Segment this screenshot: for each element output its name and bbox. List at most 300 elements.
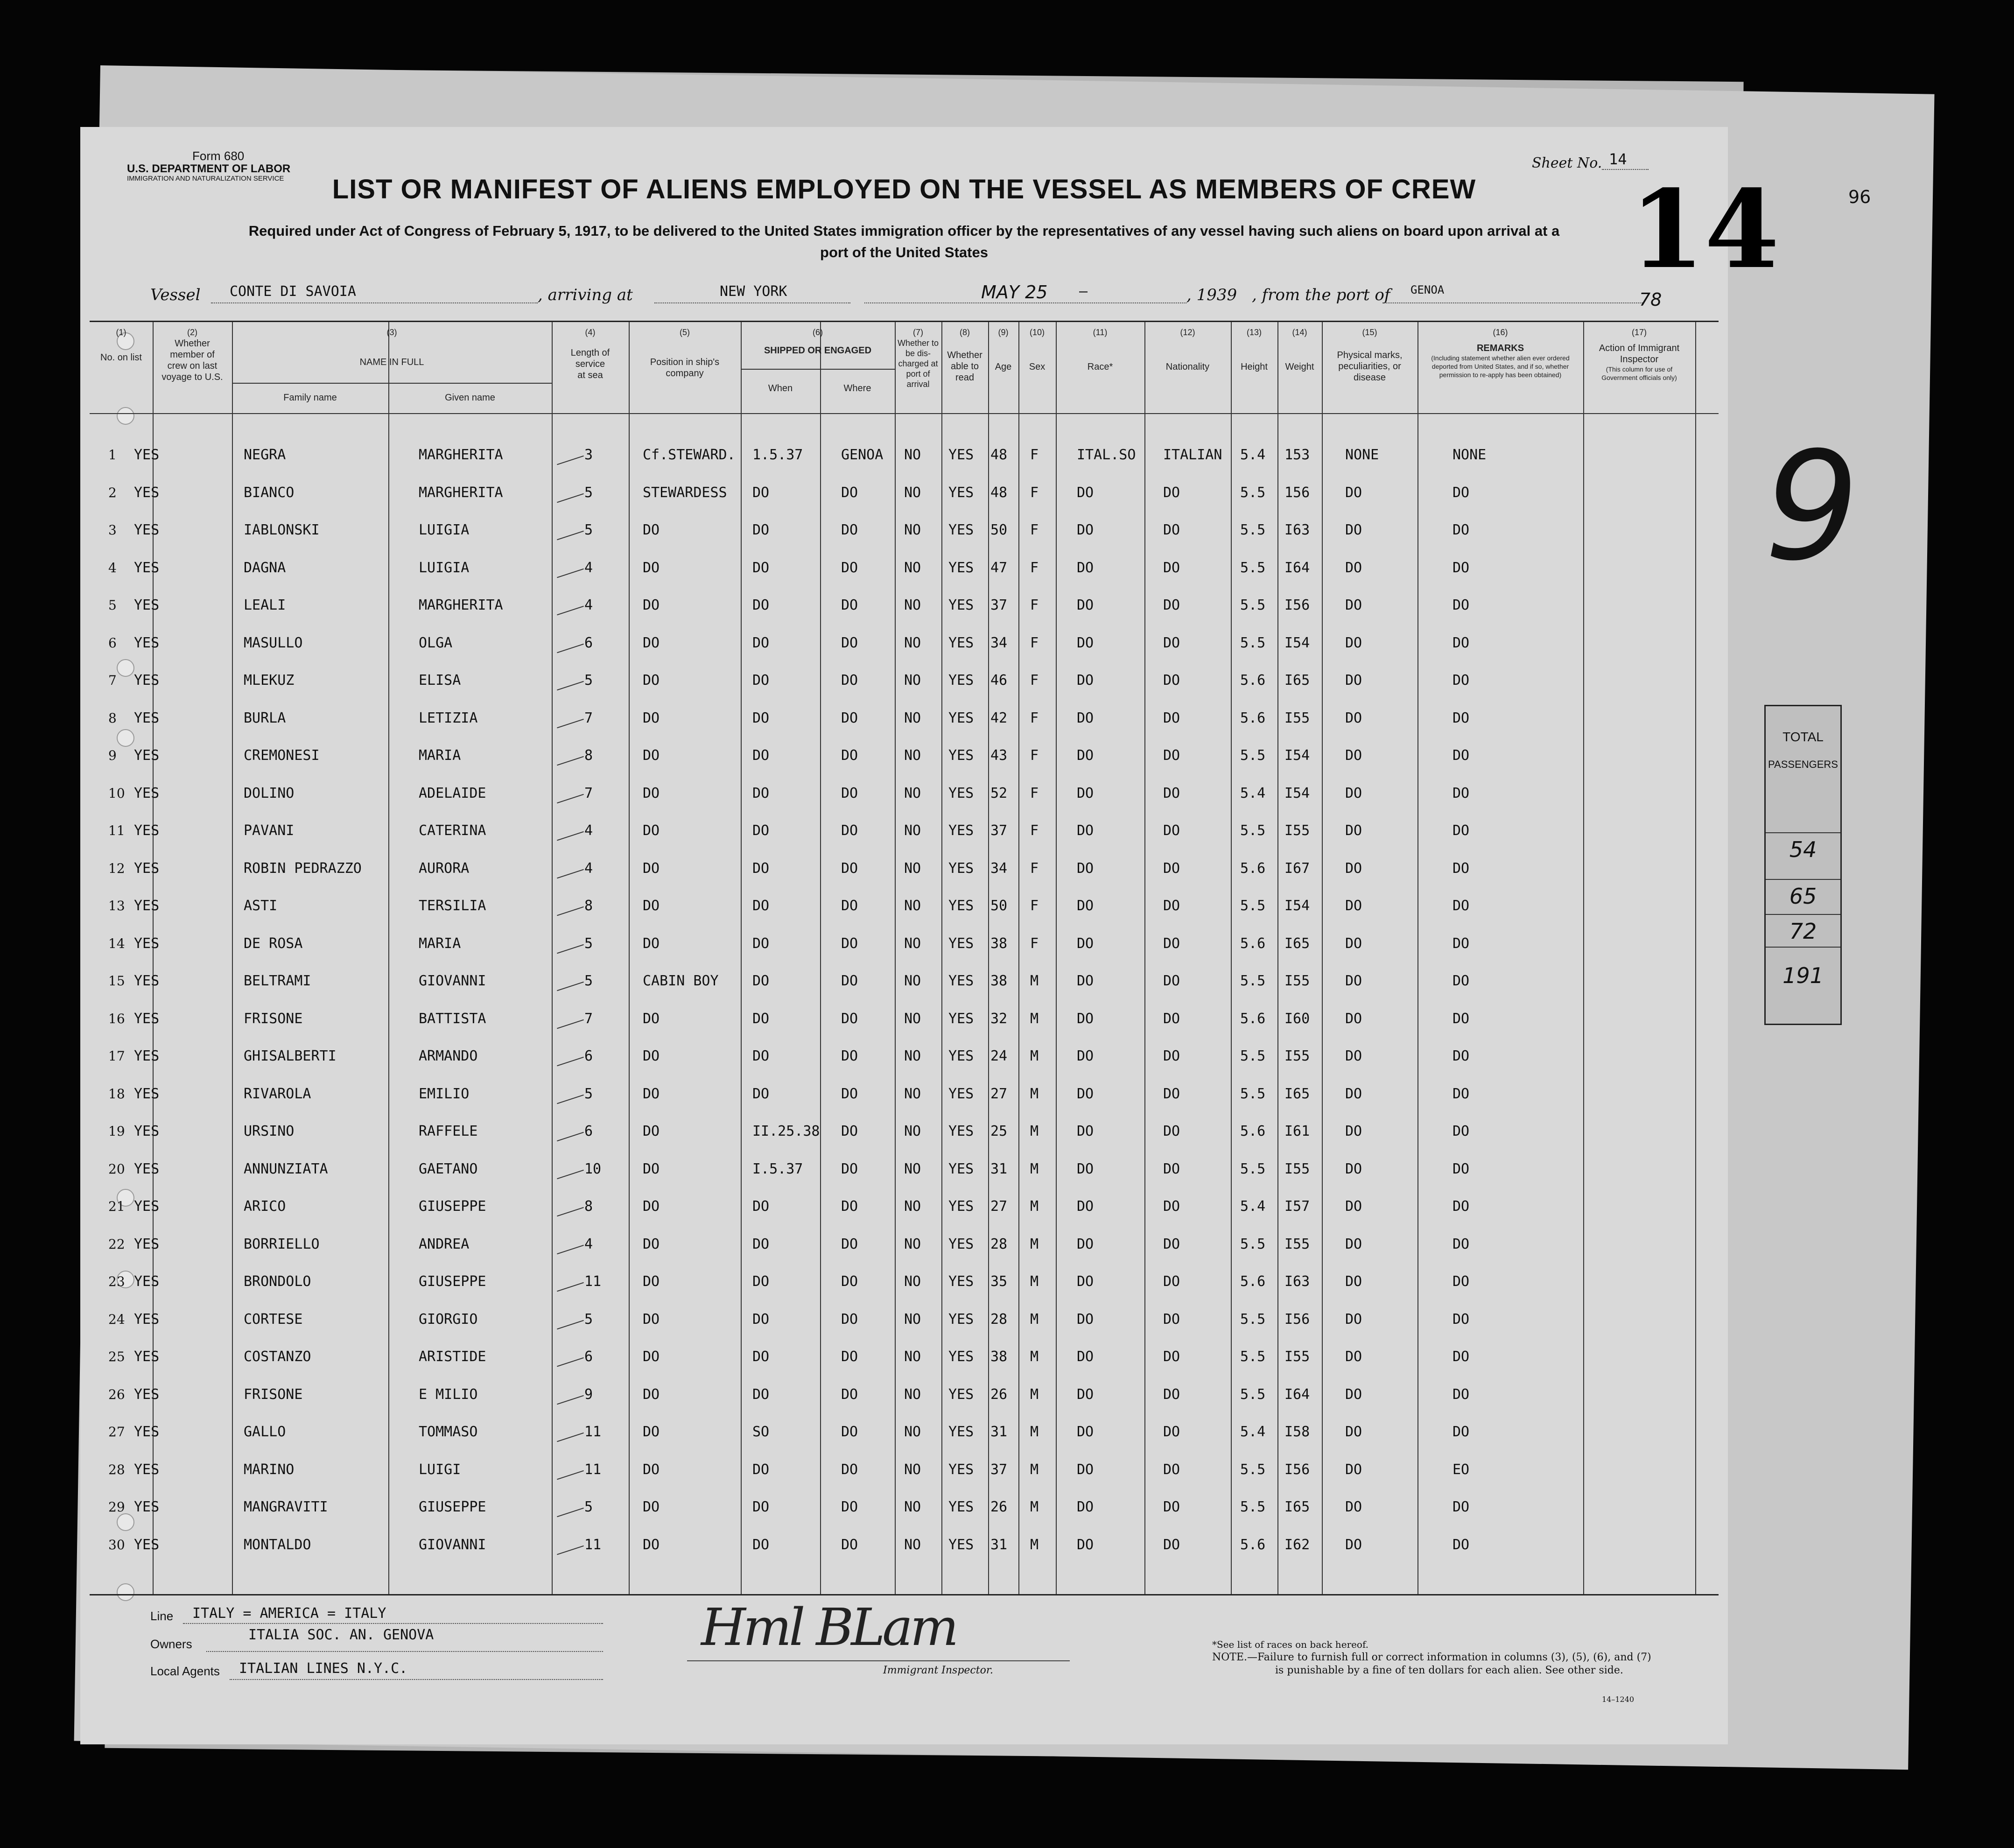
race-cell: DO (1077, 822, 1094, 839)
previous-voyage-cell: YES (134, 1273, 160, 1290)
engaged-date-cell: DO (752, 1198, 770, 1215)
given-name-cell: MARIA (419, 935, 461, 952)
table-row (90, 521, 1719, 558)
height-cell: 5.6 (1240, 710, 1266, 726)
engaged-place-cell: DO (841, 1198, 858, 1215)
departure-port-line (1382, 302, 1644, 303)
able-to-read-cell: YES (948, 785, 974, 801)
physical-marks-cell: DO (1345, 1236, 1362, 1252)
previous-voyage-cell: YES (134, 785, 160, 801)
engaged-place-cell: DO (841, 1010, 858, 1027)
header-col-number: (5) (680, 328, 690, 337)
row-number-cell: 6 (108, 635, 117, 651)
sex-cell: M (1030, 1236, 1039, 1252)
engaged-place-cell: DO (841, 1424, 858, 1440)
weight-cell: I54 (1284, 785, 1310, 801)
height-cell: 5.6 (1240, 672, 1266, 689)
previous-voyage-cell: YES (134, 559, 160, 576)
sex-cell: F (1030, 672, 1039, 689)
height-cell: 5.5 (1240, 559, 1266, 576)
discharged-flag-cell: NO (904, 785, 921, 801)
given-name-cell: MARGHERITA (419, 447, 503, 463)
header-when: When (768, 383, 793, 393)
table-row (90, 1085, 1719, 1122)
weight-cell: I62 (1284, 1536, 1310, 1553)
header-col-label: Sex (1029, 362, 1046, 372)
arrival-port: NEW YORK (720, 283, 787, 300)
discharged-flag-cell: NO (904, 447, 921, 463)
given-name-cell: MARGHERITA (419, 597, 503, 613)
remarks-cell: DO (1453, 1386, 1470, 1403)
table-row (90, 1536, 1719, 1573)
race-cell: DO (1077, 973, 1094, 989)
service-tick-mark (557, 1244, 584, 1254)
race-cell: DO (1077, 898, 1094, 914)
able-to-read-cell: YES (948, 1085, 974, 1102)
years-at-sea-cell: 5 (584, 935, 593, 952)
race-cell: DO (1077, 634, 1094, 651)
physical-marks-cell: DO (1345, 1273, 1362, 1290)
weight-cell: I54 (1284, 898, 1310, 914)
age-cell: 26 (990, 1499, 1008, 1515)
years-at-sea-cell: 5 (584, 1499, 593, 1515)
engaged-place-cell: DO (841, 1386, 858, 1403)
able-to-read-cell: YES (948, 1273, 974, 1290)
sheet-number: 14 (1609, 150, 1627, 168)
service-tick-mark (557, 493, 584, 502)
engaged-date-cell: DO (752, 935, 770, 952)
able-to-read-cell: YES (948, 484, 974, 501)
table-row (90, 484, 1719, 521)
header-col-label: Race* (1087, 362, 1113, 372)
table-row (90, 822, 1719, 859)
ship-position-cell: DO (643, 710, 660, 726)
physical-marks-cell: DO (1345, 597, 1362, 613)
remarks-cell: DO (1453, 1198, 1470, 1215)
given-name-cell: ANDREA (419, 1236, 470, 1252)
able-to-read-cell: YES (948, 1536, 974, 1553)
physical-marks-cell: DO (1345, 1311, 1362, 1328)
row-number-cell: 15 (108, 973, 125, 989)
manifest-page (80, 127, 1780, 1744)
engaged-date-cell: DO (752, 973, 770, 989)
height-cell: 5.6 (1240, 1123, 1266, 1139)
previous-voyage-cell: YES (134, 1424, 160, 1440)
race-cell: DO (1077, 559, 1094, 576)
previous-voyage-cell: YES (134, 898, 160, 914)
years-at-sea-cell: 5 (584, 484, 593, 501)
nationality-cell: DO (1163, 1010, 1180, 1027)
passenger-total: 65 (1789, 884, 1817, 909)
sex-cell: F (1030, 559, 1039, 576)
able-to-read-cell: YES (948, 447, 974, 463)
years-at-sea-cell: 6 (584, 1349, 593, 1365)
engaged-place-cell: DO (841, 672, 858, 689)
engaged-place-cell: DO (841, 1349, 858, 1365)
discharged-flag-cell: NO (904, 559, 921, 576)
height-cell: 5.6 (1240, 860, 1266, 877)
sex-cell: M (1030, 1085, 1039, 1102)
row-number-cell: 1 (108, 447, 117, 463)
sex-cell: M (1030, 1048, 1039, 1064)
service-tick-mark (557, 681, 584, 690)
weight-cell: 156 (1284, 484, 1310, 501)
height-cell: 5.6 (1240, 1536, 1266, 1553)
remarks-cell: DO (1453, 597, 1470, 613)
table-row (90, 972, 1719, 1009)
header-bottom-rule (90, 413, 1719, 414)
row-number-cell: 11 (108, 823, 125, 838)
nationality-cell: DO (1163, 1536, 1180, 1553)
nationality-cell: DO (1163, 1085, 1180, 1102)
years-at-sea-cell: 8 (584, 898, 593, 914)
race-cell: DO (1077, 747, 1094, 764)
ship-position-cell: DO (643, 1349, 660, 1365)
engaged-place-cell: DO (841, 597, 858, 613)
given-name-cell: E MILIO (419, 1386, 478, 1403)
service-tick-mark (557, 1094, 584, 1103)
given-name-cell: GIOVANNI (419, 1536, 486, 1553)
weight-cell: I63 (1284, 522, 1310, 538)
height-cell: 5.5 (1240, 634, 1266, 651)
header-family-name: Family name (283, 393, 337, 403)
physical-marks-cell: DO (1345, 1085, 1362, 1102)
given-name-cell: AURORA (419, 860, 470, 877)
engaged-date-cell: DO (752, 1536, 770, 1553)
engaged-place-cell: DO (841, 1085, 858, 1102)
table-row (90, 897, 1719, 934)
header-col-sublabel: (Including statement whether alien ever ordered deported from United States, and if so, whether permission to re-apply has been obtained) (1431, 354, 1570, 379)
row-number-cell: 10 (108, 785, 125, 801)
service-tick-mark (557, 944, 584, 953)
header-where: Where (843, 383, 871, 393)
family-name-cell: DAGNA (244, 559, 286, 576)
given-name-cell: GAETANO (419, 1160, 478, 1177)
years-at-sea-cell: 5 (584, 672, 593, 689)
weight-cell: I58 (1284, 1424, 1310, 1440)
weight-cell: I65 (1284, 1499, 1310, 1515)
sex-cell: F (1030, 634, 1039, 651)
row-number-cell: 26 (108, 1386, 125, 1402)
signature-rule (687, 1660, 1070, 1661)
family-name-cell: FRISONE (244, 1386, 303, 1403)
height-cell: 5.6 (1240, 1010, 1266, 1027)
previous-voyage-cell: YES (134, 1010, 160, 1027)
previous-voyage-cell: YES (134, 1048, 160, 1064)
engaged-place-cell: DO (841, 1536, 858, 1553)
service-tick-mark (557, 1282, 584, 1292)
row-number-cell: 24 (108, 1311, 125, 1327)
physical-marks-cell: DO (1345, 1424, 1362, 1440)
given-name-cell: LUIGIA (419, 522, 470, 538)
previous-voyage-cell: YES (134, 1386, 160, 1403)
table-row (90, 746, 1719, 784)
header-col-8 (941, 327, 988, 383)
height-cell: 5.4 (1240, 785, 1266, 801)
years-at-sea-cell: 6 (584, 1048, 593, 1064)
able-to-read-cell: YES (948, 522, 974, 538)
page-subtitle (150, 220, 1658, 263)
nationality-cell: DO (1163, 1461, 1180, 1478)
race-cell: DO (1077, 1198, 1094, 1215)
height-cell: 5.5 (1240, 973, 1266, 989)
discharged-flag-cell: NO (904, 1461, 921, 1478)
ship-position-cell: DO (643, 1160, 660, 1177)
service-tick-mark (557, 1395, 584, 1404)
height-cell: 5.5 (1240, 1085, 1266, 1102)
service-tick-mark (557, 718, 584, 728)
engaged-date-cell: DO (752, 522, 770, 538)
vessel-line (150, 281, 1691, 309)
years-at-sea-cell: 7 (584, 785, 593, 801)
service-tick-mark (557, 982, 584, 991)
years-at-sea-cell: 8 (584, 747, 593, 764)
ship-position-cell: DO (643, 1236, 660, 1252)
age-cell: 37 (990, 597, 1008, 613)
weight-cell: I55 (1284, 1048, 1310, 1064)
discharged-flag-cell: NO (904, 1048, 921, 1064)
physical-marks-cell: DO (1345, 973, 1362, 989)
family-name-cell: LEALI (244, 597, 286, 613)
physical-marks-cell: DO (1345, 1349, 1362, 1365)
age-cell: 38 (990, 1349, 1008, 1365)
given-name-cell: LUIGI (419, 1461, 461, 1478)
physical-marks-cell: DO (1345, 785, 1362, 801)
header-col-label: Whether able to read (947, 350, 982, 383)
ship-position-cell: DO (643, 1010, 660, 1027)
ship-position-cell: DO (643, 822, 660, 839)
passenger-totals-panel (1764, 705, 1842, 1025)
remarks-cell: DO (1453, 484, 1470, 501)
height-cell: 5.5 (1240, 1461, 1266, 1478)
race-cell: DO (1077, 1424, 1094, 1440)
family-name-cell: BELTRAMI (244, 973, 311, 989)
given-name-cell: GIUSEPPE (419, 1499, 486, 1515)
physical-marks-cell: DO (1345, 860, 1362, 877)
row-number-cell: 4 (108, 560, 117, 576)
race-cell: DO (1077, 522, 1094, 538)
header-col-5 (629, 327, 741, 379)
family-name-cell: FRISONE (244, 1010, 303, 1027)
weight-cell: I55 (1284, 1236, 1310, 1252)
engaged-date-cell: 1.5.37 (752, 447, 803, 463)
able-to-read-cell: YES (948, 1386, 974, 1403)
given-name-cell: ELISA (419, 672, 461, 689)
header-col-number: (15) (1362, 328, 1377, 337)
given-name-cell: TOMMASO (419, 1424, 478, 1440)
sex-cell: M (1030, 1311, 1039, 1328)
header-col-label: Position in ship's company (650, 357, 720, 379)
years-at-sea-cell: 7 (584, 1010, 593, 1027)
sex-cell: M (1030, 1160, 1039, 1177)
physical-marks-cell: DO (1345, 1461, 1362, 1478)
physical-marks-cell: DO (1345, 522, 1362, 538)
header-col-number: (8) (960, 328, 970, 337)
remarks-cell: DO (1453, 1311, 1470, 1328)
weight-cell: I56 (1284, 597, 1310, 613)
height-cell: 5.5 (1240, 1349, 1266, 1365)
able-to-read-cell: YES (948, 1311, 974, 1328)
shipped-header-rule (741, 369, 895, 370)
physical-marks-cell: DO (1345, 1198, 1362, 1215)
discharged-flag-cell: NO (904, 484, 921, 501)
row-number-cell: 19 (108, 1124, 125, 1139)
engaged-place-cell: DO (841, 522, 858, 538)
header-col-number: (17) (1631, 328, 1647, 337)
remarks-cell: DO (1453, 785, 1470, 801)
given-name-cell: RAFFELE (419, 1123, 478, 1139)
engaged-date-cell: DO (752, 634, 770, 651)
race-cell: DO (1077, 1311, 1094, 1328)
ship-position-cell: DO (643, 1198, 660, 1215)
able-to-read-cell: YES (948, 973, 974, 989)
row-number-cell: 29 (108, 1499, 125, 1515)
row-number-cell: 13 (108, 898, 125, 913)
service-tick-mark (557, 869, 584, 878)
family-name-cell: MANGRAVITI (244, 1499, 328, 1515)
previous-voyage-cell: YES (134, 747, 160, 764)
table-row (90, 1235, 1719, 1272)
engaged-date-cell: I.5.37 (752, 1160, 803, 1177)
family-name-cell: ASTI (244, 898, 278, 914)
weight-cell: I55 (1284, 1160, 1310, 1177)
remarks-cell: DO (1453, 1236, 1470, 1252)
family-name-cell: ANNUNZIATA (244, 1160, 328, 1177)
vessel-owners: ITALIA SOC. AN. GENOVA (248, 1627, 434, 1643)
inspector-label: Immigrant Inspector. (883, 1665, 993, 1676)
service-tick-mark (557, 1470, 584, 1479)
previous-voyage-cell: YES (134, 710, 160, 726)
family-name-cell: ROBIN PEDRAZZO (244, 860, 362, 877)
discharged-flag-cell: NO (904, 597, 921, 613)
able-to-read-cell: YES (948, 935, 974, 952)
row-number-cell: 7 (108, 673, 117, 688)
table-row (90, 1047, 1719, 1084)
engaged-place-cell: DO (841, 973, 858, 989)
age-cell: 28 (990, 1311, 1008, 1328)
sex-cell: F (1030, 484, 1039, 501)
service-tick-mark (557, 1508, 584, 1517)
height-cell: 5.5 (1240, 1311, 1266, 1328)
able-to-read-cell: YES (948, 747, 974, 764)
remarks-cell: DO (1453, 559, 1470, 576)
row-number-cell: 2 (108, 485, 117, 500)
header-col-16 (1418, 327, 1583, 379)
years-at-sea-cell: 4 (584, 559, 593, 576)
race-cell: DO (1077, 1273, 1094, 1290)
age-cell: 32 (990, 1010, 1008, 1027)
header-col-7 (895, 327, 941, 389)
able-to-read-cell: YES (948, 1048, 974, 1064)
physical-marks-cell: DO (1345, 898, 1362, 914)
family-name-cell: BIANCO (244, 484, 295, 501)
races-note: *See list of races on back hereof. (1212, 1639, 1369, 1650)
discharged-flag-cell: NO (904, 1236, 921, 1252)
family-name-cell: CREMONESI (244, 747, 320, 764)
header-col-number: (1) (116, 328, 126, 337)
previous-voyage-cell: YES (134, 973, 160, 989)
local-agents-label: Local Agents (150, 1664, 220, 1678)
discharged-flag-cell: NO (904, 1085, 921, 1102)
discharged-flag-cell: NO (904, 1198, 921, 1215)
table-row (90, 1423, 1719, 1460)
engaged-place-cell: DO (841, 559, 858, 576)
race-cell: DO (1077, 935, 1094, 952)
engaged-place-cell: DO (841, 860, 858, 877)
given-name-cell: GIUSEPPE (419, 1198, 486, 1215)
table-row (90, 1385, 1719, 1423)
family-name-cell: IABLONSKI (244, 522, 320, 538)
previous-voyage-cell: YES (134, 484, 160, 501)
physical-marks-cell: DO (1345, 1499, 1362, 1515)
header-col-number: (11) (1093, 328, 1108, 337)
family-name-cell: MARINO (244, 1461, 295, 1478)
row-number-cell: 27 (108, 1424, 125, 1440)
height-cell: 5.5 (1240, 822, 1266, 839)
header-col-label: Physical marks, peculiarities, or disease (1337, 350, 1403, 383)
height-cell: 5.4 (1240, 447, 1266, 463)
sex-cell: F (1030, 447, 1039, 463)
race-cell: DO (1077, 1010, 1094, 1027)
age-cell: 50 (990, 898, 1008, 914)
given-name-cell: LETIZIA (419, 710, 478, 726)
able-to-read-cell: YES (948, 1010, 974, 1027)
ship-position-cell: DO (643, 559, 660, 576)
discharged-flag-cell: NO (904, 860, 921, 877)
weight-cell: I60 (1284, 1010, 1310, 1027)
age-cell: 38 (990, 935, 1008, 952)
header-col-number: (6) (813, 328, 823, 337)
ship-position-cell: DO (643, 935, 660, 952)
age-cell: 42 (990, 710, 1008, 726)
service-tick-mark (557, 756, 584, 766)
weight-cell: I54 (1284, 634, 1310, 651)
service-tick-mark (557, 1433, 584, 1442)
remarks-cell: DO (1453, 822, 1470, 839)
engaged-date-cell: DO (752, 597, 770, 613)
remarks-cell: DO (1453, 973, 1470, 989)
ship-position-cell: DO (643, 747, 660, 764)
ship-position-cell: DO (643, 1499, 660, 1515)
engaged-place-cell: DO (841, 484, 858, 501)
departure-port: GENOA (1411, 283, 1445, 296)
discharged-flag-cell: NO (904, 935, 921, 952)
age-cell: 28 (990, 1236, 1008, 1252)
discharged-flag-cell: NO (904, 822, 921, 839)
age-cell: 52 (990, 785, 1008, 801)
previous-voyage-cell: YES (134, 1536, 160, 1553)
previous-voyage-cell: YES (134, 1085, 160, 1102)
ship-position-cell: CABIN BOY (643, 973, 719, 989)
row-number-cell: 25 (108, 1349, 125, 1364)
age-cell: 31 (990, 1424, 1008, 1440)
physical-marks-cell: DO (1345, 484, 1362, 501)
previous-voyage-cell: YES (134, 672, 160, 689)
discharged-flag-cell: NO (904, 634, 921, 651)
panel-rule (1766, 879, 1840, 880)
remarks-cell: DO (1453, 1085, 1470, 1102)
ship-position-cell: DO (643, 597, 660, 613)
inspector-signature: Hml BLam (701, 1597, 956, 1657)
engaged-date-cell: DO (752, 785, 770, 801)
discharged-flag-cell: NO (904, 1010, 921, 1027)
remarks-cell: DO (1453, 935, 1470, 952)
service-tick-mark (557, 456, 584, 465)
engaged-place-cell: DO (841, 1236, 858, 1252)
table-row (90, 559, 1719, 596)
engaged-date-cell: DO (752, 1311, 770, 1328)
able-to-read-cell: YES (948, 822, 974, 839)
